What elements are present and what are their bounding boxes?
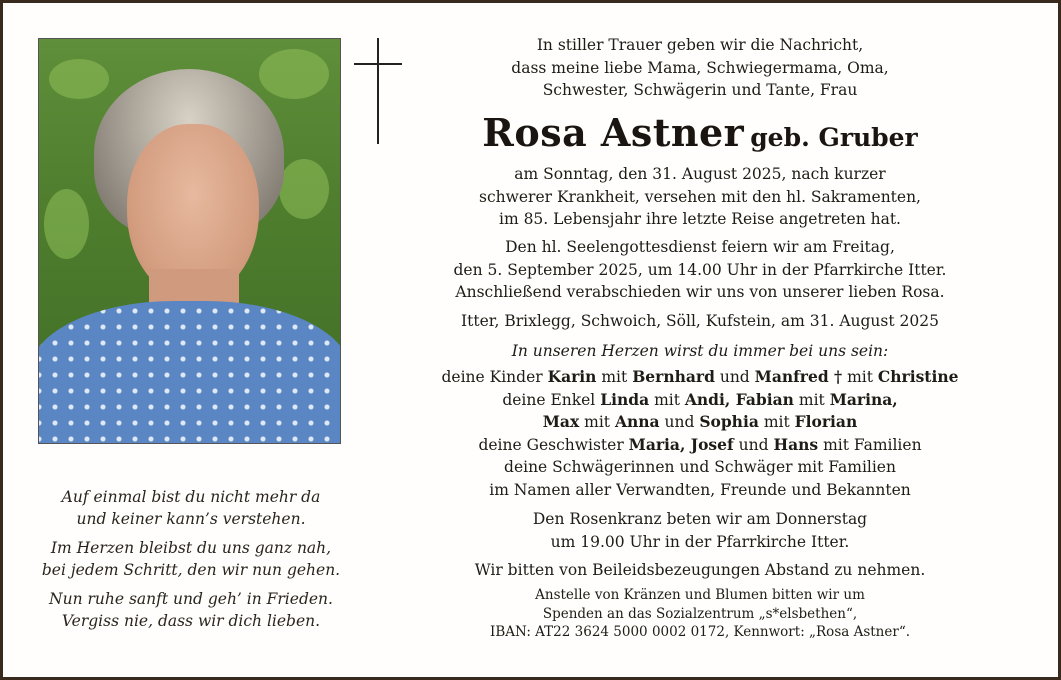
poem-stanza-2: Im Herzen bleibst du uns ganz nah, bei jedem Schritt, den wir nun gehen. <box>41 539 341 579</box>
place-date: Itter, Brixlegg, Schwoich, Söll, Kufstein, am 31. August 2025 <box>461 312 939 330</box>
family-list <box>400 366 1000 501</box>
family-inlaws: deine Schwägerinnen und Schwäger mit Familien <box>504 458 896 476</box>
cross-icon <box>354 38 402 144</box>
family-all: im Namen aller Verwandten, Freunde und Bekannten <box>489 480 911 499</box>
intro-text: In stiller Trauer geben wir die Nachricht, dass meine liebe Mama, Schwiegermama, Oma, Schwester, Schwägerin und Tante, Frau <box>511 36 889 99</box>
portrait-photo <box>38 38 341 444</box>
motto: In unseren Herzen wirst du immer bei uns sein: <box>511 342 889 360</box>
family-kids: deine Kinder Karin mit Bernhard und Manfred † mit Christine <box>441 367 959 386</box>
rosary-notice: Den Rosenkranz beten wir am Donnerstag um 19.00 Uhr in der Pfarrkirche Itter. <box>532 510 868 551</box>
poem-stanza-1: Auf einmal bist du nicht mehr da und keiner kann’s verstehen. <box>61 488 321 528</box>
condolence-note: Wir bitten von Beileidsbezeugungen Abstand zu nehmen. <box>474 561 926 579</box>
poem-stanza-3: Nun ruhe sanft und geh’ in Frieden. Vergiss nie, dass wir dich lieben. <box>49 590 333 630</box>
deceased-name: Rosa Astner geb. Gruber <box>482 110 918 155</box>
service-notice: Den hl. Seelengottesdienst feiern wir am Freitag, den 5. September 2025, um 14.00 Uhr in der Pfarrkirche Itter. Anschließend verabschieden wir uns von unserer lieben Rosa. <box>453 238 947 301</box>
family-grandkids-1: deine Enkel Linda mit Andi, Fabian mit Marina, <box>502 389 898 409</box>
family-siblings: deine Geschwister Maria, Josef und Hans mit Familien <box>478 434 922 454</box>
donation-note: Anstelle von Kränzen und Blumen bitten wir um Spenden an das Sozialzentrum „s*elsbethen“, IBAN: AT22 3624 5000 0002 0172, Kennwort: „Rosa Astner“. <box>489 587 911 640</box>
family-grandkids-2: Max mit Anna und Sophia mit Florian <box>542 412 858 431</box>
death-notice: am Sonntag, den 31. August 2025, nach kurzer schwerer Krankheit, versehen mit den hl. Sakramenten, im 85. Lebensjahr ihre letzte Reise angetreten hat. <box>479 165 921 228</box>
